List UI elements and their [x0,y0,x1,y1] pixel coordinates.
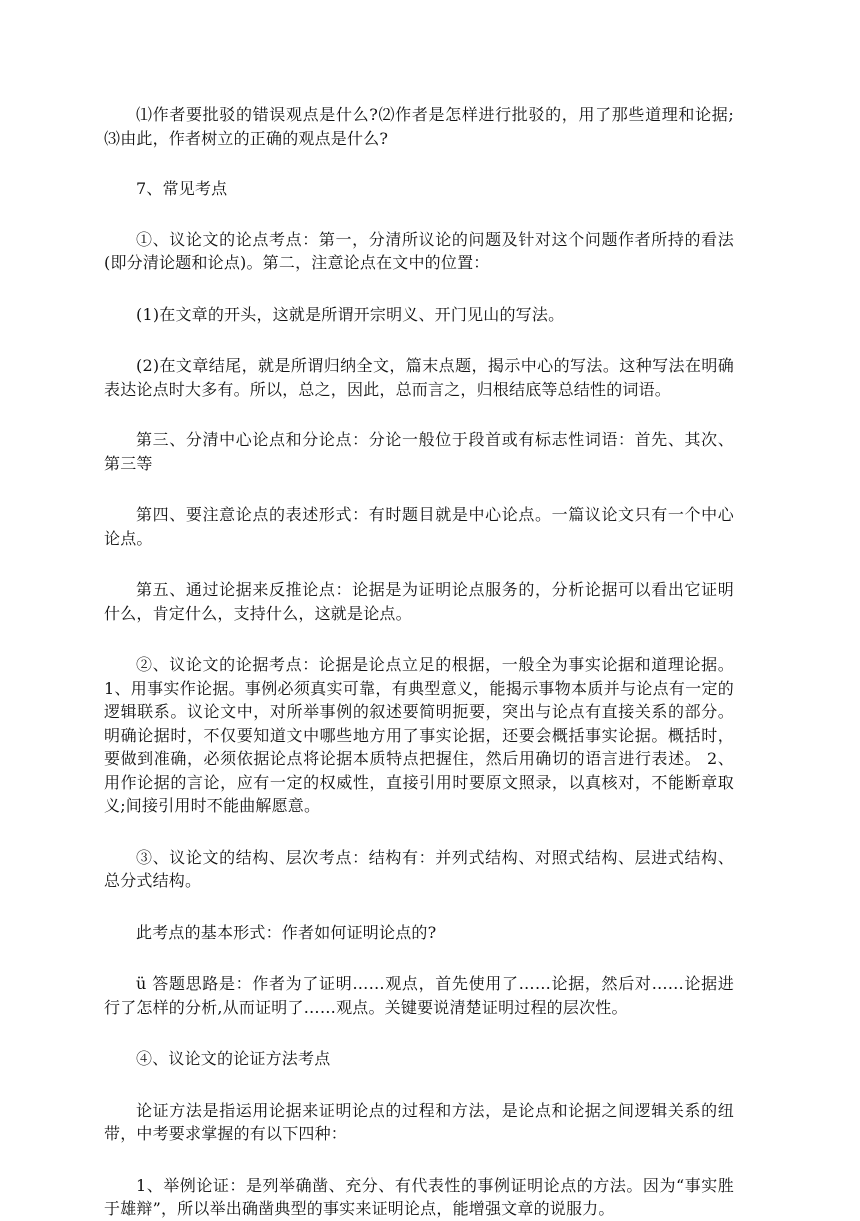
paragraph-questions: ⑴作者要批驳的错误观点是什么?⑵作者是怎样进行批驳的，用了那些道理和论据; ⑶由此，作者树立的正确的观点是什么? [104,105,734,148]
paragraph-thesis-at-start: (1)在文章的开头，这就是所谓开宗明义、开门见山的写法。 [136,304,565,324]
paragraph-fourth-point: 第四、要注意论点的表述形式：有时题目就是中心论点。一篇议论文只有一个中心论点。 [104,505,734,548]
section-heading-argument-methods: ④、议论文的论证方法考点 [136,1049,331,1068]
paragraph-third-point: 第三、分清中心论点和分论点：分论一般位于段首或有标志性词语：首先、其次、第三等 [104,430,734,473]
paragraph-evidence-points: ②、议论文的论据考点：论据是论点立足的根据，一般全为事实论据和道理论据。1、用事实作论据。事例必须真实可靠，有典型意义，能揭示事物本质并与论点有一定的逻辑联系。议论文中，对所举事例的叙述要简明扼要，突出与论点有直接关系的部分。明确论据时，不仅要知道文中哪些地方用了事实论据，还要会概括事实论据。概括时，要做到准确，必须依据论点将论据本质特点把握住，然后用确切的语言进行表述。 2、用作论据的言论，应有一定的权威性，直接引用时要原文照录，以真核对，不能断章取义;间接引用时不能曲解愿意。 [104,655,734,815]
paragraph-example-argument: 1、举例论证：是列举确凿、充分、有代表性的事例证明论点的方法。因为“事实胜于雄辩”，所以举出确凿典型的事实来证明论点，能增强文章的说服力。 [104,1175,734,1218]
paragraph-structure-points: ③、议论文的结构、层次考点：结构有：并列式结构、对照式结构、层进式结构、总分式结构。 [104,847,734,890]
paragraph-argument-methods: 论证方法是指运用论据来证明论点的过程和方法，是论点和论据之间逻辑关系的纽带，中考要求掌握的有以下四种： [104,1100,734,1143]
paragraph-basic-form: 此考点的基本形式：作者如何证明论点的? [136,922,437,942]
paragraph-thesis-points: ①、议论文的论点考点：第一，分清所议论的问题及针对这个问题作者所持的看法(即分清论题和论点)。第二，注意论点在文中的位置： [104,229,734,272]
paragraph-thesis-at-end: (2)在文章结尾，就是所谓归纳全文，篇末点题，揭示中心的写法。这种写法在明确表达论点时大多有。所以，总之，因此，总而言之，归根结底等总结性的词语。 [104,356,734,399]
section-heading-common-points: 7、常见考点 [136,179,228,198]
paragraph-fifth-point: 第五、通过论据来反推论点：论据是为证明论点服务的，分析论据可以看出它证明什么，肯定什么，支持什么，这就是论点。 [104,580,734,623]
paragraph-answer-approach: ü 答题思路是：作者为了证明……观点，首先使用了……论据，然后对……论据进行了怎样的分析,从而证明了……观点。关键要说清楚证明过程的层次性。 [104,974,734,1017]
